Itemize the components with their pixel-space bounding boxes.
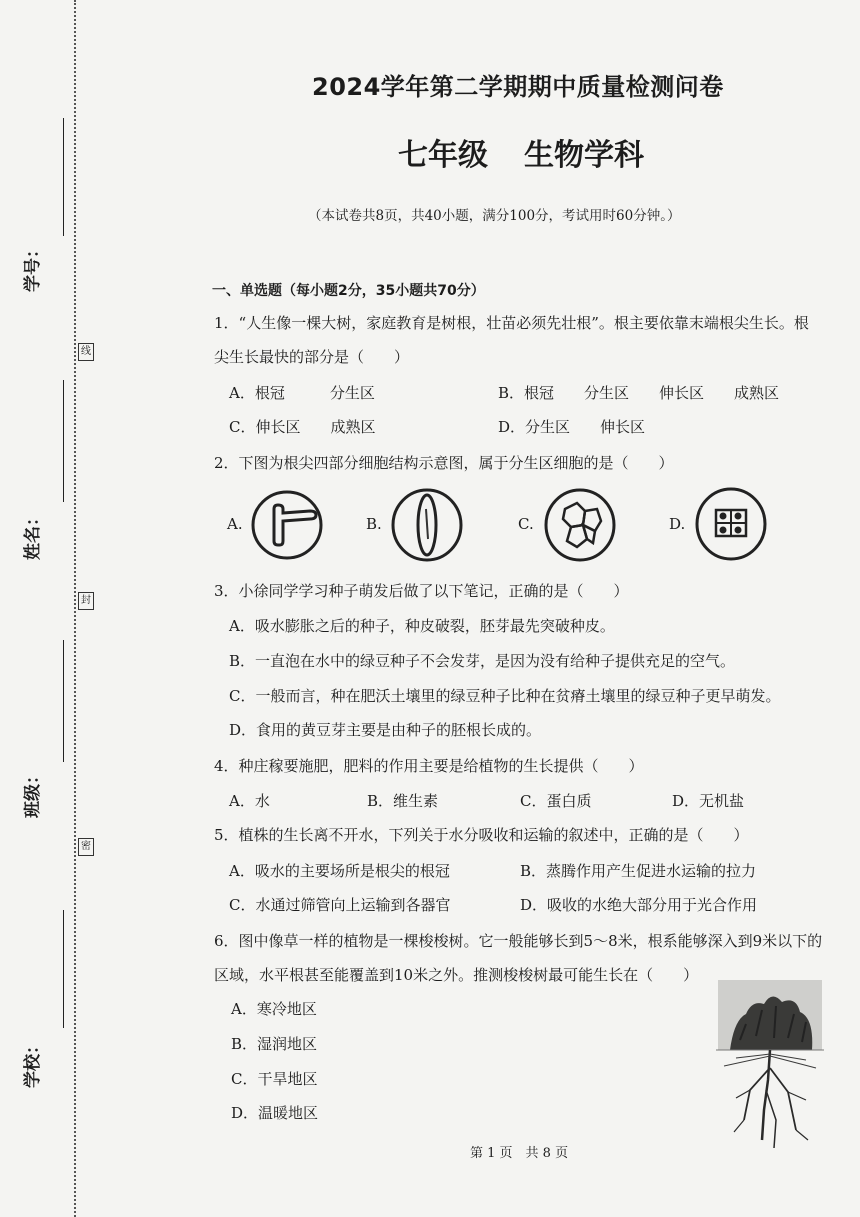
q5-option-d[interactable]: D．吸收的水绝大部分用于光合作用 <box>520 896 758 914</box>
q3-stem: 3．小徐同学学习种子萌发后做了以下笔记，正确的是（ ） <box>214 582 629 600</box>
q3-option-c[interactable]: C．一般而言，种在肥沃土壤里的绿豆种子比种在贫瘠土壤里的绿豆种子更早萌发。 <box>229 687 781 705</box>
q5-stem: 5．植株的生长离不开水，下列关于水分吸收和运输的叙述中，正确的是（ ） <box>214 826 749 844</box>
q1-option-a[interactable]: A．根冠 分生区 <box>229 384 375 402</box>
q4-option-b[interactable]: B．维生素 <box>367 792 439 810</box>
subject-label: 生物学科 <box>524 138 644 173</box>
q2-stem: 2．下图为根尖四部分细胞结构示意图，属于分生区细胞的是（ ） <box>214 454 674 472</box>
q3-option-d[interactable]: D．食用的黄豆芽主要是由种子的胚根长成的。 <box>229 721 542 739</box>
q1-option-d[interactable]: D．分生区 伸长区 <box>498 418 646 436</box>
q5-option-a[interactable]: A．吸水的主要场所是根尖的根冠 <box>229 862 450 880</box>
school-label: 学校： <box>23 1037 43 1088</box>
class-label: 班级： <box>23 767 43 818</box>
q1-stem-line1: 1．“人生像一棵大树，家庭教育是树根，壮苗必须先壮根”。根主要依靠末端根尖生长。根 <box>214 314 809 332</box>
q1-stem-line2: 尖生长最快的部分是（ ） <box>214 348 410 366</box>
grade-label: 七年级 <box>398 138 488 173</box>
q4-option-c[interactable]: C．蛋白质 <box>520 792 592 810</box>
saxaul-tree-photo <box>716 980 824 1150</box>
binding-dotted-line <box>74 0 76 1217</box>
q1-option-b[interactable]: B．根冠 分生区 伸长区 成熟区 <box>498 384 780 402</box>
q2-root-hair-cell-figure <box>250 489 324 561</box>
seal-mark-secret: 密 <box>78 838 94 856</box>
q5-option-c[interactable]: C．水通过筛管向上运输到各器官 <box>229 896 451 914</box>
q3-option-b[interactable]: B．一直泡在水中的绿豆种子不会发芽，是因为没有给种子提供充足的空气。 <box>229 652 736 670</box>
q2-meristem-cells-figure <box>694 486 768 562</box>
class-field[interactable] <box>63 640 64 762</box>
q6-option-c[interactable]: C．干旱地区 <box>231 1070 318 1088</box>
q2-elongation-cell-figure <box>390 487 464 563</box>
page-number: 第 1 页 共 8 页 <box>470 1146 569 1161</box>
student-id-field[interactable] <box>63 118 64 236</box>
q2-label-c[interactable]: C. <box>518 515 534 533</box>
q2-label-d[interactable]: D. <box>669 515 686 533</box>
school-field[interactable] <box>63 910 64 1028</box>
q4-option-a[interactable]: A．水 <box>229 792 270 810</box>
section-title: 一、单选题（每小题2分，35小题共70分） <box>212 283 485 299</box>
q6-stem-line2: 区域，水平根甚至能覆盖到10米之外。推测梭梭树最可能生长在（ ） <box>214 966 699 984</box>
q5-option-b[interactable]: B．蒸腾作用产生促进水运输的拉力 <box>520 862 757 880</box>
seal-mark-seal: 封 <box>78 592 94 610</box>
name-field[interactable] <box>63 380 64 502</box>
q6-stem-line1: 6．图中像草一样的植物是一棵梭梭树。它一般能够长到5～8米，根系能够深入到9米以下的 <box>214 932 823 950</box>
q2-label-b[interactable]: B. <box>366 515 382 533</box>
q4-option-d[interactable]: D．无机盐 <box>672 792 745 810</box>
exam-note: （本试卷共8页，共40小题，满分100分，考试用时60分钟。） <box>308 208 681 224</box>
q4-stem: 4．种庄稼要施肥，肥料的作用主要是给植物的生长提供（ ） <box>214 757 644 775</box>
q6-option-d[interactable]: D．温暖地区 <box>231 1104 319 1122</box>
seal-mark-line: 线 <box>78 343 94 361</box>
q2-label-a[interactable]: A. <box>227 515 243 533</box>
q2-mature-cells-figure <box>543 487 617 563</box>
q6-option-b[interactable]: B．湿润地区 <box>231 1035 318 1053</box>
exam-title: 2024学年第二学期期中质量检测问卷 <box>312 73 724 101</box>
q6-option-a[interactable]: A．寒冷地区 <box>231 1000 317 1018</box>
q3-option-a[interactable]: A．吸水膨胀之后的种子，种皮破裂，胚芽最先突破种皮。 <box>229 617 615 635</box>
name-label: 姓名： <box>23 509 43 560</box>
student-id-label: 学号： <box>23 241 43 292</box>
q1-option-c[interactable]: C．伸长区 成熟区 <box>229 418 376 436</box>
